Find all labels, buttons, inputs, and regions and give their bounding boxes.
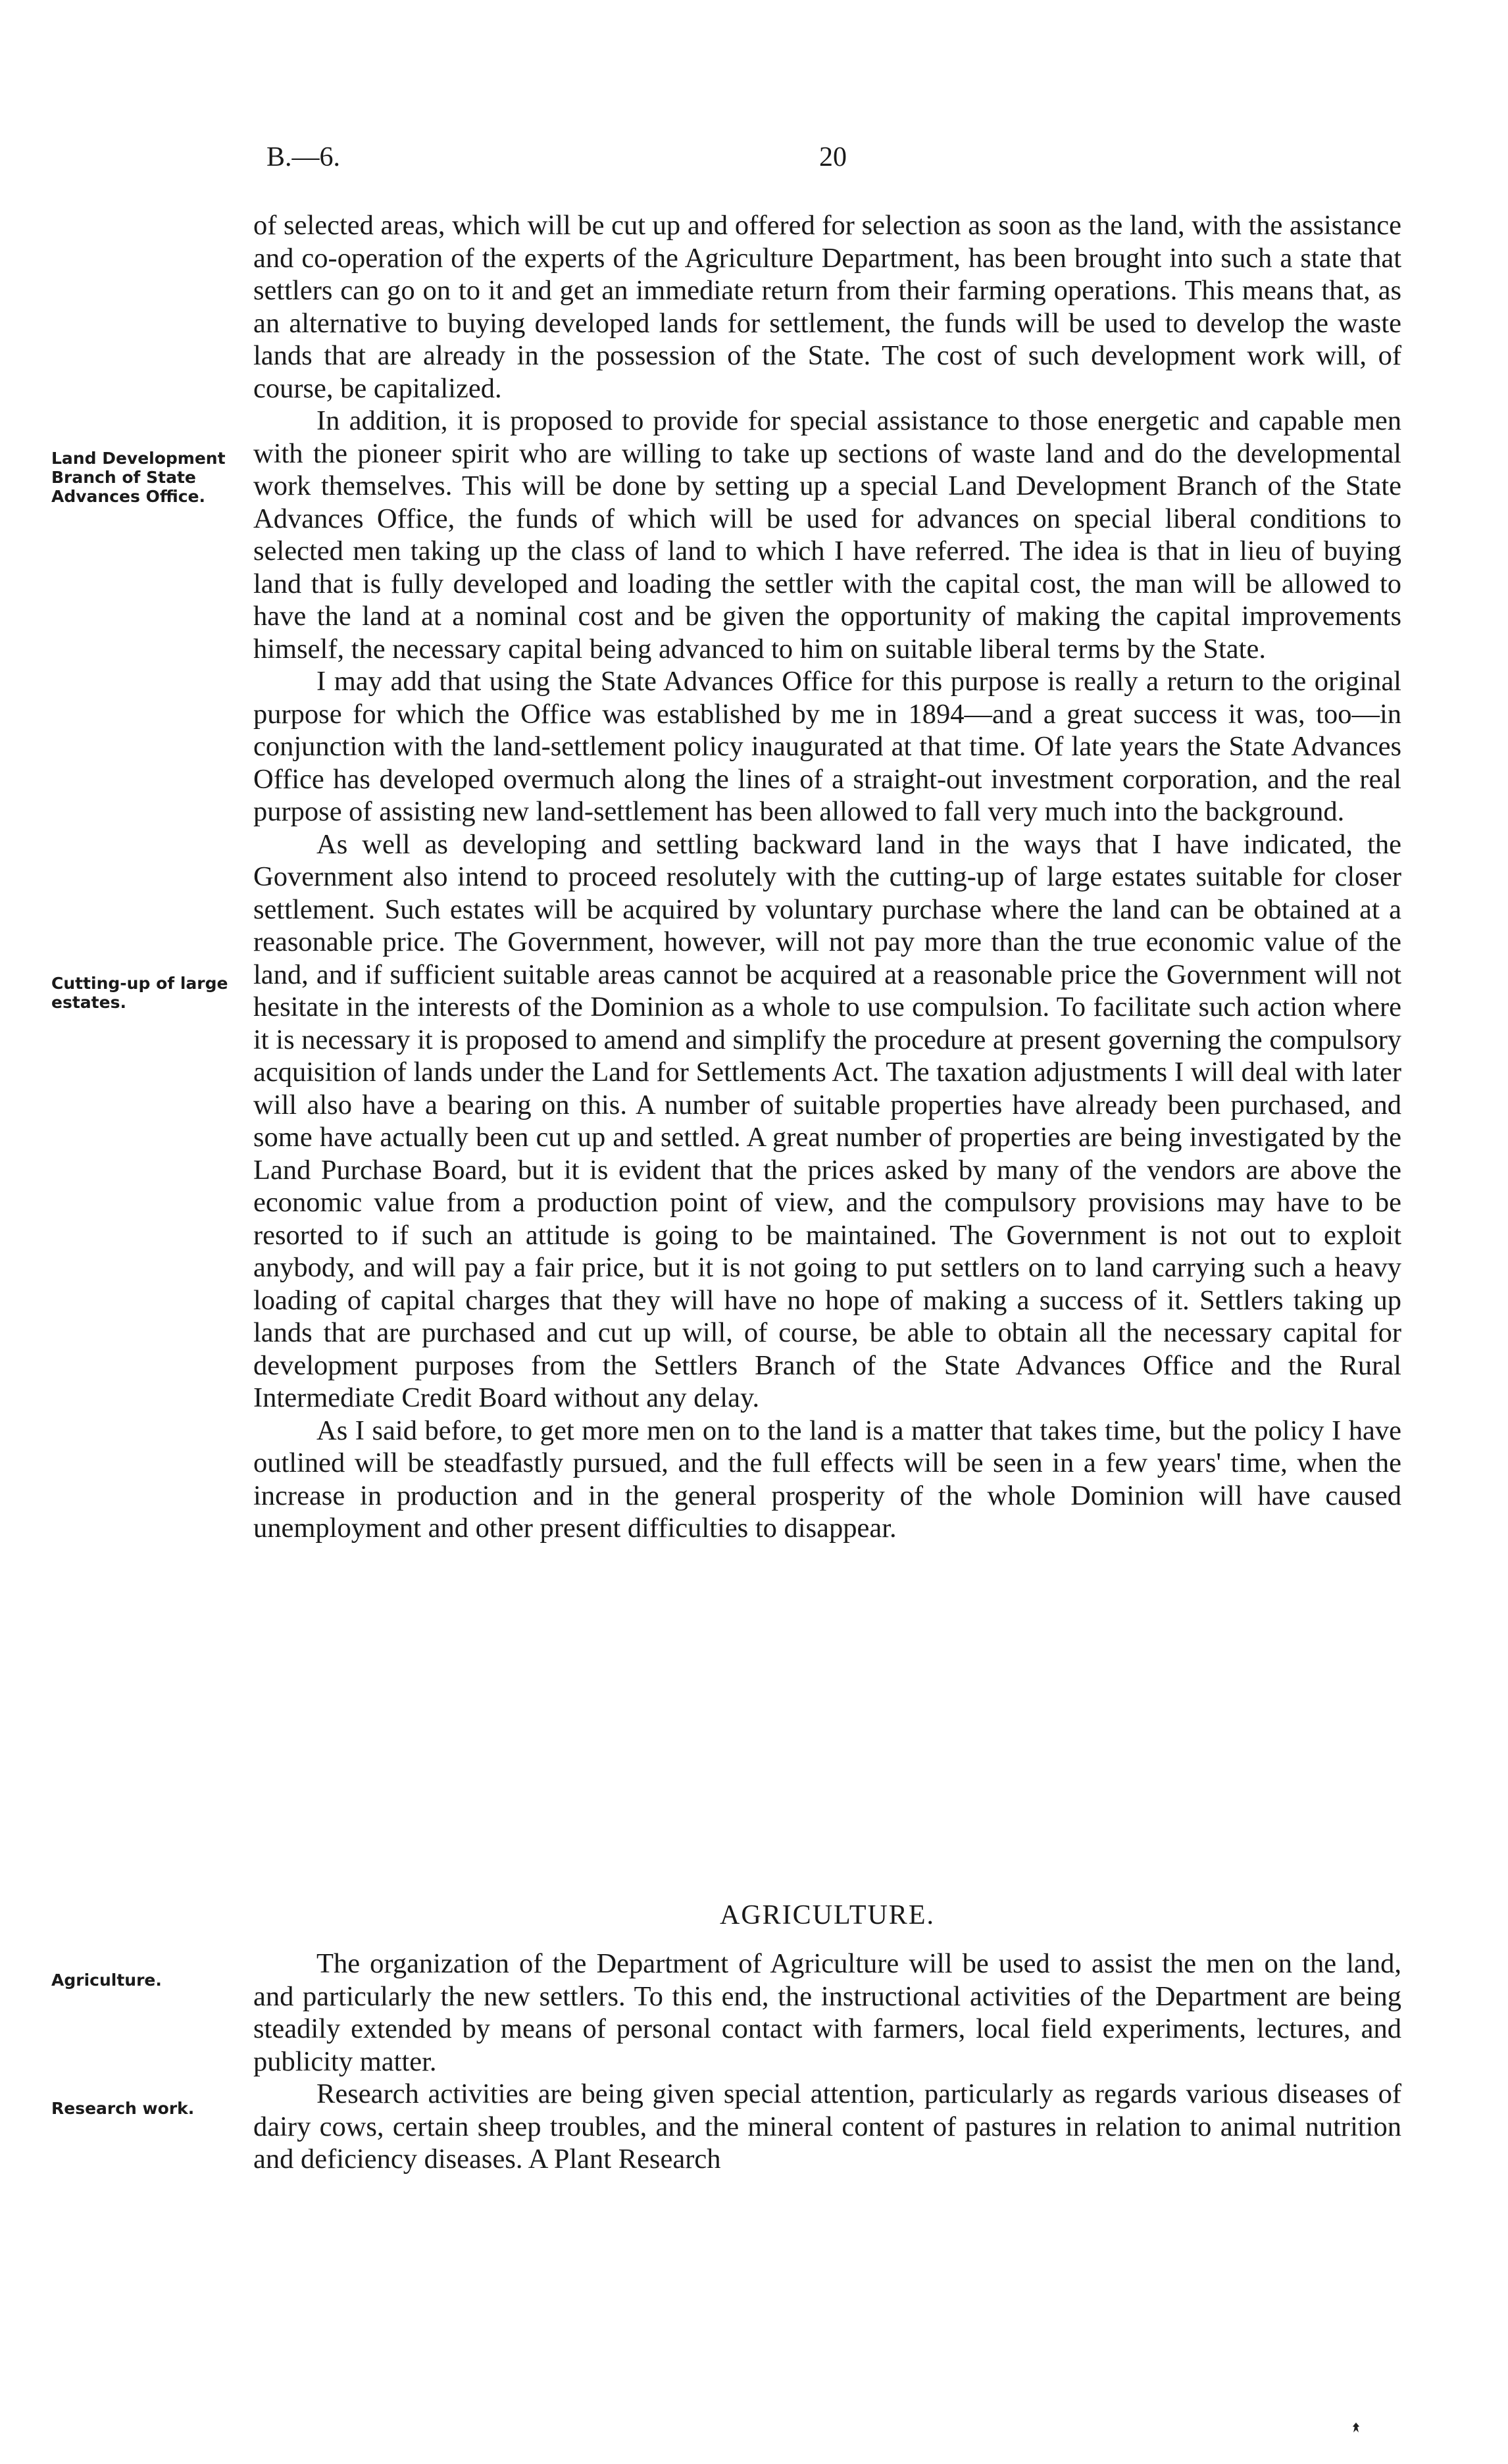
ink-mark-icon (1351, 2421, 1361, 2434)
paragraph-state-advances: I may add that using the State Advances Office for this purpose is really a return to the original purpose for which the Office was established by me in 1894—and a great success it was, too—in conjunction with the land-settlement policy inaugurated at that time. Of late years the State Advances Office has developed overmuch along the lines of a straight-out investment corporation, and the real purpose of assisting new land-settlement has been allowed to fall very much into the background. (253, 666, 1401, 827)
agriculture-section-text (253, 1948, 1401, 2176)
paragraph-policy-summary: As I said before, to get more men on to the land is a matter that takes time, but the policy I have outlined will be steadfastly pursued, and the full effects will be seen in a few years' time, when the increase in production and in the general prosperity of the whole Dominion will have caused unemployment and other present difficulties to disappear. (253, 1415, 1401, 1544)
page-number: 20 (819, 142, 847, 172)
document-reference: B.—6. (266, 142, 341, 172)
marginal-note-land-development: Land Development Branch of State Advances Office. (51, 449, 226, 506)
paragraph-continued: of selected areas, which will be cut up and offered for selection as soon as the land, with the assistance and co-operation of the experts of the Agriculture Department, has been brought into such a state that settlers can go on to it and get an immediate return from their farming operations. This means that, as an alternative to buying developed lands for settlement, the funds will be used to develop the waste lands that are already in the possession of the State. The cost of such development work will, of course, be capitalized. (253, 210, 1401, 404)
paragraph-large-estates: As well as developing and settling backward land in the ways that I have indicated, the Government also intend to proceed resolutely with the cutting-up of large estates suitable for closer settlement. Such estates will be acquired by voluntary purchase where the land can be obtained at a reasonable price. The Government, however, will not pay more than the true economic value of the land, and if sufficient suitable areas cannot be acquired at a reasonable price the Government will not hesitate in the interests of the Dominion as a whole to use compulsion. To facilitate such action where it is necessary it is proposed to amend and simplify the procedure at present governing the compulsory acquisition of lands under the Land for Settlements Act. The taxation adjustments I will deal with later will also have a bearing on this. A number of suitable properties have already been purchased, and some have actually been cut up and settled. A great number of properties are being investigated by the Land Purchase Board, but it is evident that the prices asked by many of the vendors are above the economic value from a production point of view, and the compulsory provisions may have to be resorted to if such an attitude is going to be maintained. The Government is not out to exploit anybody, and will pay a fair price, but it is not going to put settlers on to land carrying such a heavy loading of capital charges that they will have no hope of making a success of it. Settlers taking up lands that are purchased and cut up will, of course, be able to obtain all the necessary capital for development purposes from the Settlers Branch of the State Advances Office and the Rural Intermediate Credit Board without any delay. (253, 828, 1401, 1413)
paragraph-research: Research activities are being given special attention, particularly as regards various diseases of dairy cows, certain sheep troubles, and the mineral content of pastures in relation to animal nutrition and deficiency diseases. A Plant Research (253, 2078, 1401, 2175)
page-header (266, 141, 1398, 181)
section-heading-agriculture: AGRICULTURE. (720, 1900, 935, 1930)
marginal-note-research: Research work. (51, 2099, 195, 2118)
marginal-note-cutting-up: Cutting-up of large estates. (51, 974, 228, 1012)
main-body-text (253, 209, 1401, 1545)
paragraph-agriculture-organization: The organization of the Department of Agriculture will be used to assist the men on the land, and particularly the new settlers. To this end, the instructional activities of the Department are being steadily extended by means of personal contact with farmers, local field experiments, lectures, and publicity matter. (253, 1948, 1401, 2077)
marginal-note-agriculture: Agriculture. (51, 1971, 162, 1990)
paragraph-land-development: In addition, it is proposed to provide for special assistance to those energetic and capable men with the pioneer spirit who are willing to take up sections of waste land and do the developmental work themselves. This will be done by setting up a special Land Development Branch of the State Advances Office, the funds of which will be used for advances on special liberal conditions to selected men taking up the class of land to which I have referred. The idea is that in lieu of buying land that is fully developed and loading the settler with the capital cost, the man will be allowed to have the land at a nominal cost and be given the opportunity of making the capital improvements himself, the necessary capital being advanced to him on suitable liberal terms by the State. (253, 405, 1401, 665)
